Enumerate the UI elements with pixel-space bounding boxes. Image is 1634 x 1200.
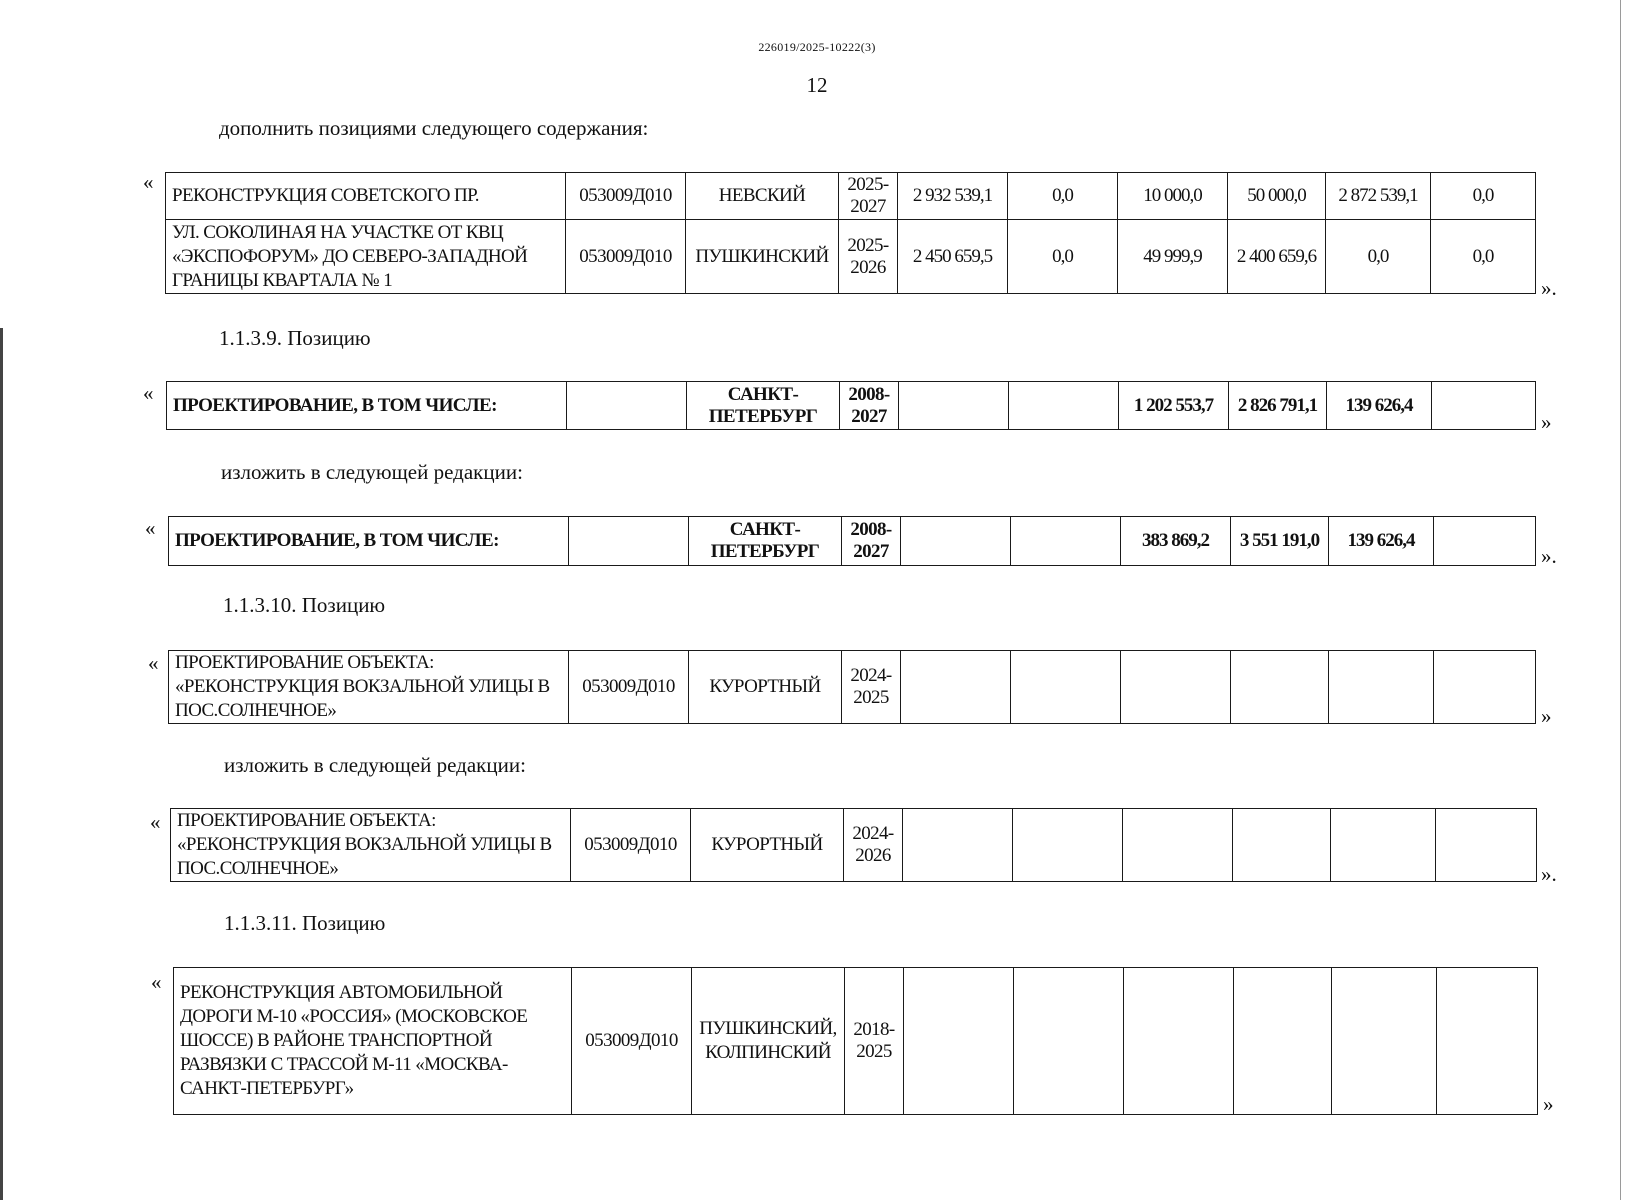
- amount-cell: 10 000,0: [1118, 173, 1228, 220]
- amount-cell: 0,0: [1008, 220, 1118, 294]
- budget-code: [569, 517, 689, 566]
- amount-cell: 0,0: [1431, 173, 1536, 220]
- budget-code: 053009Д010: [571, 809, 691, 882]
- amount-cell: [903, 809, 1013, 882]
- amount-cell: [901, 651, 1011, 724]
- close-quote: »: [1543, 1092, 1554, 1116]
- years: 2024-2026: [844, 809, 903, 882]
- section-11-old-table: [173, 967, 1538, 1115]
- amount-cell: [1329, 651, 1434, 724]
- amount-cell: [1432, 382, 1536, 430]
- intro-paragraph: дополнить позициями следующего содержания:: [219, 116, 649, 140]
- district: САНКТ-ПЕТЕРБУРГ: [689, 517, 842, 566]
- table-row: [166, 173, 1536, 220]
- amount-cell: [1332, 968, 1437, 1115]
- replace-paragraph: изложить в следующей редакции:: [224, 753, 526, 777]
- district: НЕВСКИЙ: [686, 173, 839, 220]
- budget-code: 053009Д010: [569, 651, 689, 724]
- section-heading: 1.1.3.9. Позицию: [219, 326, 371, 350]
- years: 2008-2027: [842, 517, 901, 566]
- added-positions-table: [165, 172, 1536, 294]
- amount-cell: [1234, 968, 1332, 1115]
- amount-cell: 2 872 539,1: [1326, 173, 1431, 220]
- district: КУРОРТНЫЙ: [691, 809, 844, 882]
- amount-cell: 0,0: [1008, 173, 1118, 220]
- amount-cell: [1124, 968, 1234, 1115]
- object-name: РЕКОНСТРУКЦИЯ АВТОМОБИЛЬНОЙ ДОРОГИ М-10 «РОССИЯ» (МОСКОВСКОЕ ШОССЕ) В РАЙОНЕ ТРАНСПОРТНОЙ РАЗВЯЗКИ С ТРАССОЙ М-11 «МОСКВА-САНКТ-ПЕТЕРБУРГ»: [174, 968, 572, 1115]
- amount-cell: [1014, 968, 1124, 1115]
- amount-cell: [1434, 517, 1536, 566]
- budget-code: 053009Д010: [566, 220, 686, 294]
- table-row: [166, 220, 1536, 294]
- section-9-old-table: [166, 381, 1536, 430]
- amount-cell: [1123, 809, 1233, 882]
- budget-code: 053009Д010: [572, 968, 692, 1115]
- table-row: [174, 968, 1538, 1115]
- amount-cell: [1436, 809, 1537, 882]
- amount-cell: [904, 968, 1014, 1115]
- object-name: ПРОЕКТИРОВАНИЕ, В ТОМ ЧИСЛЕ:: [169, 517, 569, 566]
- section-heading: 1.1.3.10. Позицию: [223, 593, 386, 617]
- amount-cell: [1231, 651, 1329, 724]
- years: 2008-2027: [840, 382, 899, 430]
- district: ПУШКИНСКИЙ: [686, 220, 839, 294]
- amount-cell: [1434, 651, 1536, 724]
- object-name: ПРОЕКТИРОВАНИЕ ОБЪЕКТА: «РЕКОНСТРУКЦИЯ ВОКЗАЛЬНОЙ УЛИЦЫ В ПОС.СОЛНЕЧНОЕ»: [169, 651, 569, 724]
- total-amount: 2 932 539,1: [898, 173, 1008, 220]
- table-row: [167, 382, 1536, 430]
- open-quote: «: [148, 651, 159, 675]
- years: 2018-2025: [845, 968, 904, 1115]
- amount-cell: 2 400 659,6: [1228, 220, 1326, 294]
- section-10-new-table: [170, 808, 1537, 882]
- close-quote: »: [1541, 410, 1552, 434]
- amount-cell: 3 551 191,0: [1231, 517, 1329, 566]
- page-number: 12: [806, 73, 828, 97]
- amount-cell: [1121, 651, 1231, 724]
- scan-edge: [1620, 0, 1621, 1200]
- close-quote: ».: [1541, 544, 1557, 568]
- amount-cell: 50 000,0: [1228, 173, 1326, 220]
- table-row: [169, 651, 1536, 724]
- amount-cell: [1013, 809, 1123, 882]
- amount-cell: [1011, 517, 1121, 566]
- open-quote: «: [145, 516, 156, 540]
- total-amount: 2 450 659,5: [898, 220, 1008, 294]
- open-quote: «: [150, 810, 161, 834]
- close-quote: ».: [1541, 276, 1557, 300]
- amount-cell: 2 826 791,1: [1229, 382, 1327, 430]
- years: 2025-2026: [839, 220, 898, 294]
- amount-cell: [1009, 382, 1119, 430]
- replace-paragraph: изложить в следующей редакции:: [221, 460, 523, 484]
- amount-cell: 0,0: [1431, 220, 1536, 294]
- amount-cell: 139 626,4: [1329, 517, 1434, 566]
- district: САНКТ-ПЕТЕРБУРГ: [687, 382, 840, 430]
- open-quote: «: [143, 170, 154, 194]
- object-name: УЛ. СОКОЛИНАЯ НА УЧАСТКЕ ОТ КВЦ «ЭКСПОФОРУМ» ДО СЕВЕРО-ЗАПАДНОЙ ГРАНИЦЫ КВАРТАЛА № 1: [166, 220, 566, 294]
- amount-cell: [1233, 809, 1331, 882]
- object-name: ПРОЕКТИРОВАНИЕ ОБЪЕКТА: «РЕКОНСТРУКЦИЯ ВОКЗАЛЬНОЙ УЛИЦЫ В ПОС.СОЛНЕЧНОЕ»: [171, 809, 571, 882]
- section-9-new-table: [168, 516, 1536, 566]
- scan-edge-shadow: [0, 328, 3, 1200]
- total-amount: [899, 382, 1009, 430]
- object-name: РЕКОНСТРУКЦИЯ СОВЕТСКОГО ПР.: [166, 173, 566, 220]
- amount-cell: 383 869,2: [1121, 517, 1231, 566]
- district: ПУШКИНСКИЙ, КОЛПИНСКИЙ: [692, 968, 845, 1115]
- open-quote: «: [151, 970, 162, 994]
- amount-cell: [1331, 809, 1436, 882]
- section-10-old-table: [168, 650, 1536, 724]
- amount-cell: 139 626,4: [1327, 382, 1432, 430]
- object-name: ПРОЕКТИРОВАНИЕ, В ТОМ ЧИСЛЕ:: [167, 382, 567, 430]
- amount-cell: 49 999,9: [1118, 220, 1228, 294]
- document-number: 226019/2025-10222(3): [758, 40, 876, 54]
- close-quote: »: [1541, 704, 1552, 728]
- budget-code: 053009Д010: [566, 173, 686, 220]
- years: 2025-2027: [839, 173, 898, 220]
- close-quote: ».: [1541, 862, 1557, 886]
- amount-cell: [1437, 968, 1538, 1115]
- section-heading: 1.1.3.11. Позицию: [224, 911, 386, 935]
- amount-cell: 0,0: [1326, 220, 1431, 294]
- years: 2024-2025: [842, 651, 901, 724]
- table-row: [169, 517, 1536, 566]
- budget-code: [567, 382, 687, 430]
- amount-cell: 1 202 553,7: [1119, 382, 1229, 430]
- table-row: [171, 809, 1537, 882]
- district: КУРОРТНЫЙ: [689, 651, 842, 724]
- open-quote: «: [143, 381, 154, 405]
- amount-cell: [1011, 651, 1121, 724]
- total-amount: [901, 517, 1011, 566]
